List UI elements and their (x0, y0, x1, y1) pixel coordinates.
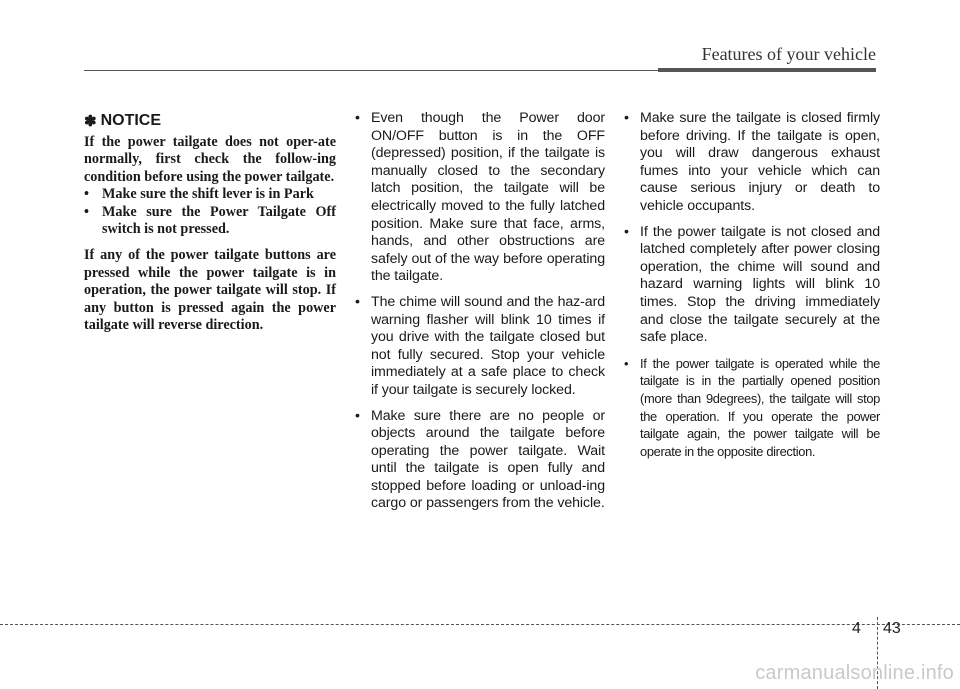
notice-check-item: • Make sure the shift lever is in Park (84, 186, 336, 203)
asterisk-notice-icon: ✽ (84, 113, 97, 130)
notice-intro: If the power tailgate does not oper-ate normally, first check the follow-ing condition before using the power tailgate. (84, 134, 336, 185)
notice-check-list (84, 186, 336, 238)
bullet-item: • If the power tailgate is not closed and latched completely after power closing operation, the chime will sound and hazard warning lights will blink 10 times. Stop the driving immediately and close the tailgate securely at the safe place. (624, 224, 880, 347)
text-column-3 (624, 110, 880, 468)
chapter-number: 4 (852, 620, 861, 637)
footer-rule (0, 624, 960, 625)
page-number: 43 (883, 620, 901, 637)
bullet-item: • Even though the Power door ON/OFF button is in the OFF (depressed) position, if the tailgate is manually closed to the secondary latch position, the tailgate will be electrically moved to the fully latched position. Make sure that face, arms, hands, and other obstructions are safely out of the way before operating the tailgate. (355, 110, 605, 286)
header-rule-accent (658, 68, 876, 72)
bullet-item: • The chime will sound and the haz-ard warning flasher will blink 10 times if you drive with the tailgate closed but not fully secured. Stop your vehicle immediately at a safe place to check if your tailgate is securely locked. (355, 294, 605, 400)
section-title: Features of your vehicle (701, 44, 876, 64)
bullet-item: • If the power tailgate is operated while the tailgate is in the partially opened position (more than 9degrees), the tailgate will stop the operation. If you operate the power tailgate again, the power tailgate will be operate in the opposite direction. (624, 355, 880, 461)
bullet-item: • Make sure there are no people or objects around the tailgate before operating the power tailgate. Wait until the tailgate is open fully and stopped before loading or unload-ing cargo or passengers from the vehicle. (355, 408, 605, 514)
notice-title: NOTICE (100, 112, 162, 129)
watermark: carmanualsonline.info (755, 662, 954, 684)
bullet-item: • Make sure the tailgate is closed firmly before driving. If the tailgate is open, you will draw dangerous exhaust fumes into your vehicle which can cause serious injury or death to vehicle occupants. (624, 110, 880, 216)
notice-closing: If any of the power tailgate buttons are pressed while the power tailgate is in operation, the power tailgate will stop. If any button is pressed again the power tailgate will reverse direction. (84, 247, 336, 334)
notice-check-item: • Make sure the Power Tailgate Off switch is not pressed. (84, 204, 336, 239)
notice-heading (84, 112, 336, 130)
bullet-list (355, 110, 605, 513)
notice-column (84, 110, 336, 334)
bullet-list (624, 110, 880, 460)
text-column-2 (355, 110, 605, 521)
